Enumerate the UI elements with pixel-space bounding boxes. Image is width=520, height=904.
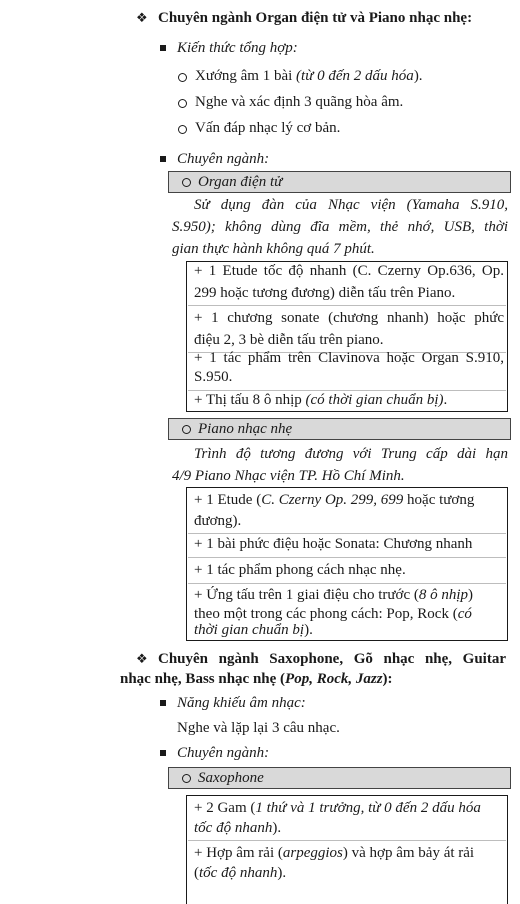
heading-tail: ):: [382, 671, 393, 687]
piano-desc-line-2: 4/9 Piano Nhạc viện TP. Hồ Chí Minh.: [172, 468, 405, 484]
organ-desc-line-3: gian thực hành không quá 7 phút.: [172, 241, 375, 257]
item-text: + 2 Gam (: [194, 800, 256, 816]
item-note: 1 thứ và 1 trưởng, từ 0 đến 2 dấu hóa: [255, 800, 481, 816]
heading-text: nhạc nhẹ, Bass nhạc nhẹ (: [120, 671, 286, 687]
sax-item-arpeggios-line-1: [194, 842, 474, 864]
sax-item-scales-line-1: [194, 797, 481, 819]
major-label: Chuyên ngành:: [177, 745, 270, 761]
item-note: (từ 0 đến 2 dấu hóa: [296, 68, 414, 84]
saxophone-title: Saxophone: [198, 770, 264, 786]
saxophone-header-bar: [168, 767, 511, 789]
organ-desc-line-1: Sử dụng đàn của Nhạc viện (Yamaha S.910,: [194, 197, 508, 213]
item-note: có: [457, 606, 472, 622]
piano-desc-line-1: Trình độ tương đương với Trung cấp dài hạn: [194, 446, 508, 462]
item-tail: ).: [272, 820, 282, 836]
item-tail: hoặc tương: [403, 492, 475, 508]
sax-item-scales-line-2: [194, 817, 281, 839]
section-heading-sax-line-1: Chuyên ngành Saxophone, Gõ nhạc nhẹ, Guitar: [158, 651, 506, 667]
organ-item-2-line-1: + 1 chương sonate (chương nhanh) hoặc phức: [194, 310, 504, 326]
circle-bullet-icon: [182, 178, 191, 187]
square-bullet-icon: [160, 156, 166, 162]
item-tail: ).: [277, 865, 287, 881]
heading-styles: Pop, Rock, Jazz: [285, 671, 383, 687]
piano-item-etude-line-2: đương).: [194, 513, 242, 529]
item-text: + Thị tấu 8 ô nhịp: [194, 392, 306, 408]
item-tail: ) và hợp âm bảy át rải: [342, 845, 475, 861]
circle-bullet-icon: [182, 425, 191, 434]
item-note: 8 ô nhịp: [418, 587, 469, 603]
organ-item-3-line-2: S.950.: [194, 369, 233, 385]
talent-text: Nghe và lặp lại 3 câu nhạc.: [177, 720, 340, 736]
item-tail: ): [468, 587, 474, 603]
item-text: + Hợp âm rải (: [194, 845, 283, 861]
organ-desc-line-2: S.950); không dùng đĩa mềm, thẻ nhớ, USB, thời: [172, 219, 508, 235]
item-text: + Ứng tấu trên 1 giai điệu cho trước (: [194, 587, 419, 603]
item-note: C. Czerny Op. 299, 699: [261, 492, 404, 508]
item-note: (có thời gian chuẩn bị): [305, 392, 444, 408]
circle-bullet-icon: [178, 73, 187, 82]
organ-item-3-line-1: + 1 tác phẩm trên Clavinova hoặc Organ S.910,: [194, 350, 504, 366]
sax-item-arpeggios-line-2: [194, 862, 286, 884]
organ-item-2-line-2: điệu 2, 3 bè diễn tấu trên piano.: [194, 332, 384, 348]
item-tail: ).: [413, 68, 423, 84]
item-note: tốc độ nhanh: [194, 820, 273, 836]
section-heading-sax-line-2: [120, 668, 393, 690]
organ-header-bar: [168, 171, 511, 193]
piano-item-etude-line-1: [194, 489, 474, 511]
diamond-bullet-icon: ❖: [136, 10, 148, 25]
talent-label: Năng khiếu âm nhạc:: [177, 695, 306, 711]
piano-separator: [188, 557, 506, 558]
general-item-intervals: Nghe và xác định 3 quãng hòa âm.: [195, 94, 404, 110]
piano-title: Piano nhạc nhẹ: [198, 421, 293, 437]
section-heading-organ-piano: Chuyên ngành Organ điện tử và Piano nhạc nhẹ:: [158, 10, 473, 26]
item-tail: ).: [304, 622, 313, 638]
item-tail: .: [443, 392, 448, 408]
square-bullet-icon: [160, 750, 166, 756]
piano-item-improv-line-3: [194, 619, 313, 641]
diamond-bullet-icon: ❖: [136, 651, 148, 666]
organ-item-sight-reading: [194, 389, 447, 411]
item-text: (: [194, 865, 199, 881]
organ-item-1-line-2: 299 hoặc tương đương) diễn tấu trên Piano.: [194, 285, 456, 301]
piano-item-light-music: + 1 tác phẩm phong cách nhạc nhẹ.: [194, 562, 406, 578]
circle-bullet-icon: [182, 774, 191, 783]
major-label: Chuyên ngành:: [177, 151, 270, 167]
item-note: arpeggios: [282, 845, 343, 861]
square-bullet-icon: [160, 45, 166, 51]
general-knowledge-label: Kiến thức tổng hợp:: [177, 40, 298, 56]
circle-bullet-icon: [178, 125, 187, 134]
square-bullet-icon: [160, 700, 166, 706]
item-text: theo một trong các phong cách: Pop, Rock (: [194, 606, 458, 622]
item-text: + 1 Etude (: [194, 492, 262, 508]
sax-separator: [188, 840, 506, 841]
general-item-sight-singing: [195, 65, 423, 87]
organ-item-1-line-1: + 1 Etude tốc độ nhanh (C. Czerny Op.636, Op.: [194, 263, 504, 279]
organ-title: Organ điện tử: [198, 174, 283, 190]
general-item-theory: Vấn đáp nhạc lý cơ bản.: [195, 120, 341, 136]
piano-item-sonata: + 1 bài phức điệu hoặc Sonata: Chương nhanh: [194, 536, 473, 552]
item-note: thời gian chuẩn bị: [194, 622, 305, 638]
item-note: tốc độ nhanh: [199, 865, 278, 881]
organ-separator: [188, 305, 506, 306]
circle-bullet-icon: [178, 99, 187, 108]
item-text: Xướng âm 1 bài: [195, 68, 297, 84]
piano-header-bar: [168, 418, 511, 440]
